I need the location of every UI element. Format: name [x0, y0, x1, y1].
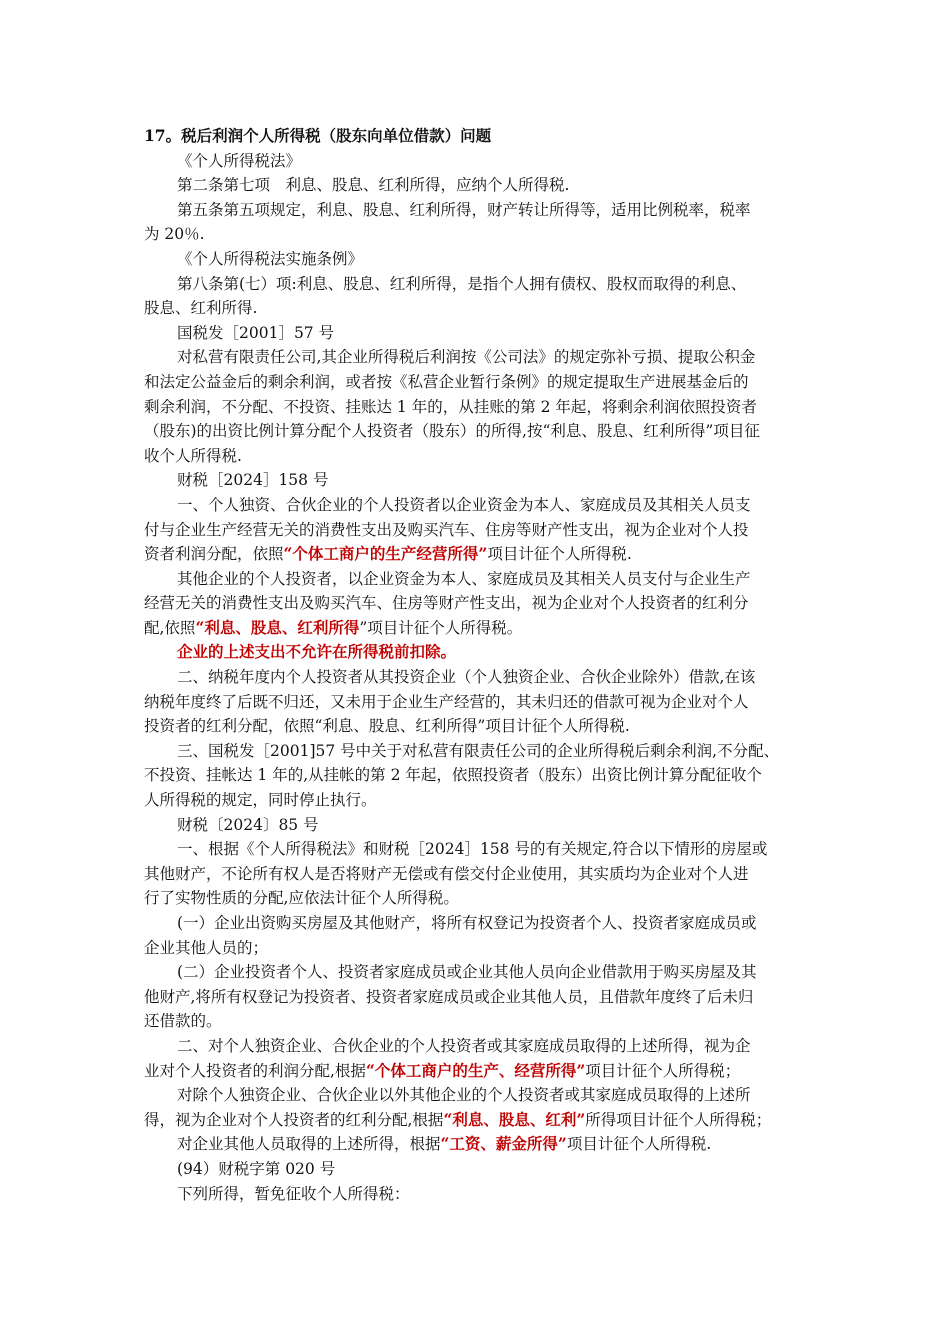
emphasis-text: “工资、薪金所得”: [440, 1134, 567, 1154]
text-segment: (94）财税字第 020 号: [177, 1159, 336, 1178]
emphasis-text: “利息、股息、红利所得: [195, 617, 360, 637]
emphasis-text: 企业的上述支出不允许在所得税前扣除。: [177, 642, 457, 662]
text-line: [144, 837, 810, 862]
text-line: [144, 493, 810, 518]
text-segment: 投资者的红利分配，依照“利息、股息、红利所得”项目计征个人所得税.: [144, 717, 630, 736]
section-title: 17。税后利润个人所得税（股东向单位借款）问题: [144, 126, 492, 145]
text-segment: 项目计征个人所得税.: [566, 1135, 712, 1154]
emphasis-text: “个体工商户的生产经营所得”: [283, 544, 488, 564]
document-body: [144, 149, 810, 1207]
text-line: [144, 222, 810, 247]
text-segment: （股东)的出资比例计算分配个人投资者（股东）的所得,按“利息、股息、红利所得”项目征: [144, 422, 760, 441]
text-segment: 《个人所得税法实施条例》: [177, 249, 364, 268]
text-line: [144, 321, 810, 346]
text-line: [144, 518, 810, 543]
text-segment: 第五条第五项规定，利息、股息、红利所得，财产转让所得等，适用比例税率，税率: [177, 200, 751, 219]
text-segment: 为 20％.: [144, 225, 205, 244]
text-segment: 第八条第(七）项:利息、股息、红利所得，是指个人拥有债权、股权而取得的利息、: [177, 274, 747, 293]
text-segment: 第二条第七项 利息、股息、红利所得，应纳个人所得税.: [177, 176, 570, 195]
text-line: [144, 395, 810, 420]
text-line: [144, 345, 810, 370]
text-segment: (一）企业出资购买房屋及其他财产，将所有权登记为投资者个人、投资者家庭成员或: [177, 914, 757, 932]
text-segment: 剩余利润，不分配、不投资、挂账达 1 年的，从挂账的第 2 年起，将剩余利润依照投资者: [144, 397, 757, 416]
text-line: [144, 763, 810, 788]
text-segment: 行了实物性质的分配,应依法计征个人所得税。: [144, 889, 459, 908]
text-segment: 项目计征个人所得税；: [585, 1061, 741, 1080]
text-line: [144, 936, 810, 961]
text-segment: 其他企业的个人投资者，以企业资金为本人、家庭成员及其相关人员支付与企业生产: [177, 569, 751, 588]
text-segment: 得，视为企业对个人投资者的红利分配,根据: [144, 1110, 444, 1129]
text-line: [144, 640, 810, 665]
text-line: [144, 1034, 810, 1059]
text-segment: 配,依照: [144, 618, 196, 637]
text-segment: 国税发［2001］57 号: [177, 323, 335, 342]
text-line: [144, 960, 810, 985]
text-segment: 一、根据《个人所得税法》和财税［2024］158 号的有关规定,符合以下情形的房屋或: [177, 840, 768, 859]
text-segment: 二、纳税年度内个人投资者从其投资企业（个人独资企业、合伙企业除外）借款,在该: [177, 668, 756, 687]
text-segment: 和法定公益金后的剩余利润，或者按《私营企业暂行条例》的规定提取生产进展基金后的: [144, 372, 749, 391]
text-line: [144, 714, 810, 739]
text-segment: 项目计征个人所得税.: [487, 545, 632, 564]
text-line: [144, 173, 810, 198]
text-segment: 对私营有限责任公司,其企业所得税后利润按《公司法》的规定弥补亏损、提取公积金: [177, 348, 756, 367]
text-segment: 付与企业生产经营无关的消费性支出及购买汽车、住房等财产性支出，视为企业对个人投: [144, 520, 749, 539]
text-line: [144, 862, 810, 887]
text-line: [144, 1108, 810, 1133]
text-line: [144, 370, 810, 395]
text-line: [144, 272, 810, 297]
text-segment: ”项目计征个人所得税。: [359, 618, 523, 637]
text-line: [144, 444, 810, 469]
text-segment: 所得项目计征个人所得税；: [585, 1110, 772, 1129]
text-segment: 下列所得，暂免征收个人所得税：: [177, 1184, 410, 1203]
emphasis-text: “利息、股息、红利”: [443, 1109, 586, 1129]
text-line: [144, 788, 810, 813]
text-segment: 其他财产，不论所有权人是否将财产无偿或有偿交付企业使用，其实质均为企业对个人进: [144, 864, 749, 883]
text-line: [144, 1059, 810, 1084]
text-line: [144, 1009, 810, 1034]
text-line: [144, 149, 810, 174]
text-line: [144, 419, 810, 444]
text-line: [144, 665, 810, 690]
text-line: [144, 1132, 810, 1157]
text-line: [144, 690, 810, 715]
text-segment: 人所得税的规定，同时停止执行。: [144, 791, 377, 810]
text-segment: 收个人所得税.: [144, 446, 242, 465]
text-segment: 三、国税发［2001]57 号中关于对私营有限责任公司的企业所得税后剩余利润,不分配、: [177, 741, 780, 760]
text-line: [144, 739, 810, 764]
text-line: [144, 1157, 810, 1182]
text-line: [144, 296, 810, 321]
text-segment: 经营无关的消费性支出及购买汽车、住房等财产性支出，视为企业对个人投资者的红利分: [144, 594, 749, 613]
text-segment: 企业其他人员的；: [144, 938, 269, 957]
text-segment: 资者利润分配，依照: [144, 545, 284, 564]
text-segment: 财税［2024］158 号: [177, 471, 329, 490]
text-segment: 股息、红利所得.: [144, 299, 258, 318]
text-segment: 还借款的。: [144, 1012, 222, 1031]
text-segment: 一、个人独资、合伙企业的个人投资者以企业资金为本人、家庭成员及其相关人员支: [177, 495, 751, 514]
text-segment: 纳税年度终了后既不归还，又未用于企业生产经营的，其未归还的借款可视为企业对个人: [144, 692, 749, 711]
text-line: [144, 468, 810, 493]
text-line: [144, 911, 810, 936]
text-segment: (二）企业投资者个人、投资者家庭成员或企业其他人员向企业借款用于购买房屋及其: [177, 963, 757, 982]
text-segment: 财税〔2024〕85 号: [177, 815, 319, 834]
text-line: [144, 1083, 810, 1108]
text-line: [144, 542, 810, 567]
text-segment: 不投资、挂帐达 1 年的,从挂帐的第 2 年起，依照投资者（股东）出资比例计算分配征收个: [144, 766, 762, 785]
text-line: [144, 813, 810, 838]
text-segment: 对除个人独资企业、合伙企业以外其他企业的个人投资者或其家庭成员取得的上述所: [177, 1086, 751, 1105]
emphasis-text: “个体工商户的生产、经营所得”: [365, 1060, 586, 1080]
text-segment: 业对个人投资者的利润分配,根据: [144, 1061, 366, 1080]
text-line: [144, 567, 810, 592]
text-line: [144, 591, 810, 616]
text-line: [144, 198, 810, 223]
text-segment: 对企业其他人员取得的上述所得，根据: [177, 1135, 441, 1154]
text-segment: 《个人所得税法》: [177, 151, 302, 170]
text-line: [144, 1182, 810, 1207]
text-line: [144, 985, 810, 1010]
text-segment: 他财产,将所有权登记为投资者、投资者家庭成员或企业其他人员，且借款年度终了后未归: [144, 987, 754, 1006]
text-line: [144, 247, 810, 272]
text-segment: 二、对个人独资企业、合伙企业的个人投资者或其家庭成员取得的上述所得，视为企: [177, 1036, 751, 1055]
text-line: [144, 886, 810, 911]
text-line: [144, 616, 810, 641]
